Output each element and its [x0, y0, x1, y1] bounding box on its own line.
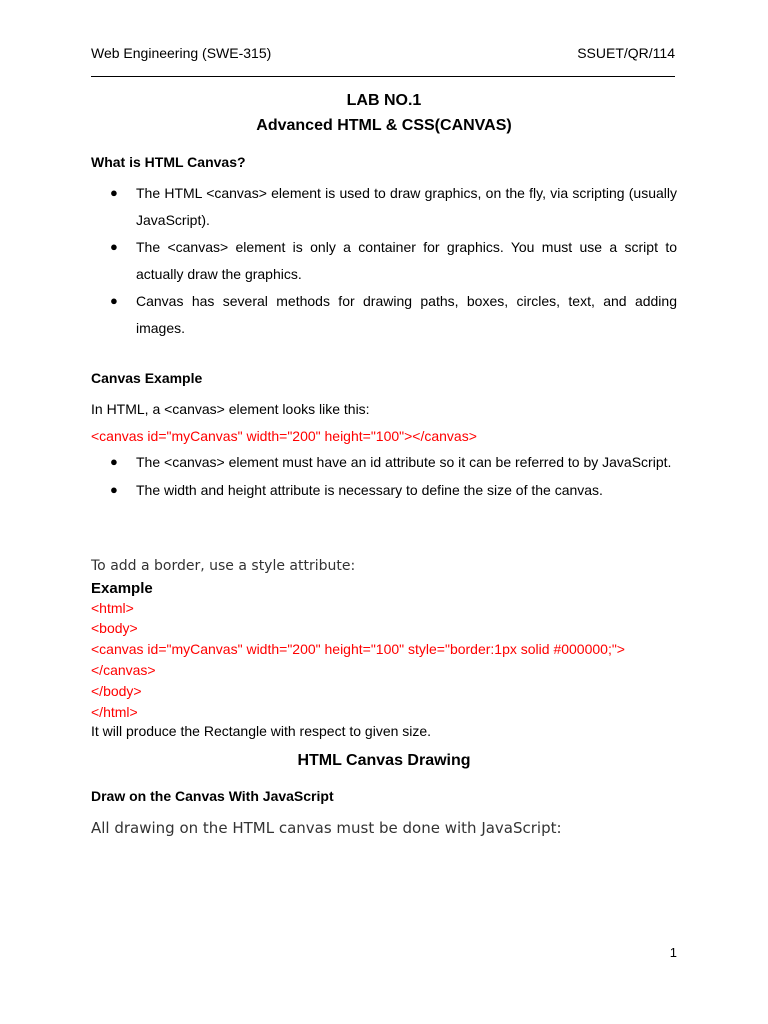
header-divider	[91, 76, 675, 77]
page-number: 1	[669, 945, 677, 960]
code-line: <canvas id="myCanvas" width="200" height="100" style="border:1px solid #000000;">	[91, 641, 625, 657]
bullet-text: The <canvas> element must have an id attribute so it can be referred to by JavaScript.	[136, 454, 672, 470]
header-doc-code: SSUET/QR/114	[577, 45, 675, 61]
bullet-text: The <canvas> element is only a container for graphics. You must use a script to actually draw the graphics.	[136, 239, 677, 282]
section-heading-canvas-example: Canvas Example	[91, 370, 203, 386]
bullet-icon: ●	[110, 185, 118, 200]
bullet-text: The width and height attribute is necessary to define the size of the canvas.	[136, 481, 603, 498]
list-item	[110, 477, 677, 504]
header-course-title: Web Engineering (SWE-315)	[91, 45, 272, 61]
list-item	[110, 180, 677, 233]
section-heading-draw-with-js: Draw on the Canvas With JavaScript	[91, 788, 334, 804]
bullet-icon: ●	[110, 481, 118, 497]
list-item	[110, 234, 677, 287]
code-line: </canvas>	[91, 662, 156, 678]
canvas-example-intro: In HTML, a <canvas> element looks like this:	[91, 401, 370, 417]
code-line: </body>	[91, 683, 142, 699]
list-item	[110, 449, 677, 476]
drawing-intro-text: All drawing on the HTML canvas must be done with JavaScript:	[91, 819, 562, 837]
bullet-icon: ●	[110, 454, 118, 469]
example-label: Example	[91, 580, 153, 597]
bullet-text: Canvas has several methods for drawing paths, boxes, circles, text, and adding images.	[136, 293, 677, 336]
section-heading-what-is-canvas: What is HTML Canvas?	[91, 154, 246, 170]
example-result-text: It will produce the Rectangle with respect to given size.	[91, 723, 432, 739]
lab-number-title: LAB NO.1	[346, 92, 422, 109]
list-item	[110, 288, 677, 341]
code-line: </html>	[91, 704, 138, 720]
canvas-example-code: <canvas id="myCanvas" width="200" height="100"></canvas>	[91, 428, 477, 444]
bullet-text: The HTML <canvas> element is used to draw graphics, on the fly, via scripting (usually JavaScript).	[136, 185, 677, 228]
code-line: <html>	[91, 600, 134, 616]
code-line: <body>	[91, 620, 138, 636]
bullet-icon: ●	[110, 239, 118, 254]
canvas-intro-bullet-list	[110, 180, 677, 342]
border-intro-text: To add a border, use a style attribute:	[91, 558, 356, 574]
lab-subject-title: Advanced HTML & CSS(CANVAS)	[256, 117, 512, 134]
bullet-icon: ●	[110, 293, 118, 308]
canvas-attribute-bullet-list	[110, 449, 677, 504]
section-title-canvas-drawing: HTML Canvas Drawing	[297, 752, 471, 769]
